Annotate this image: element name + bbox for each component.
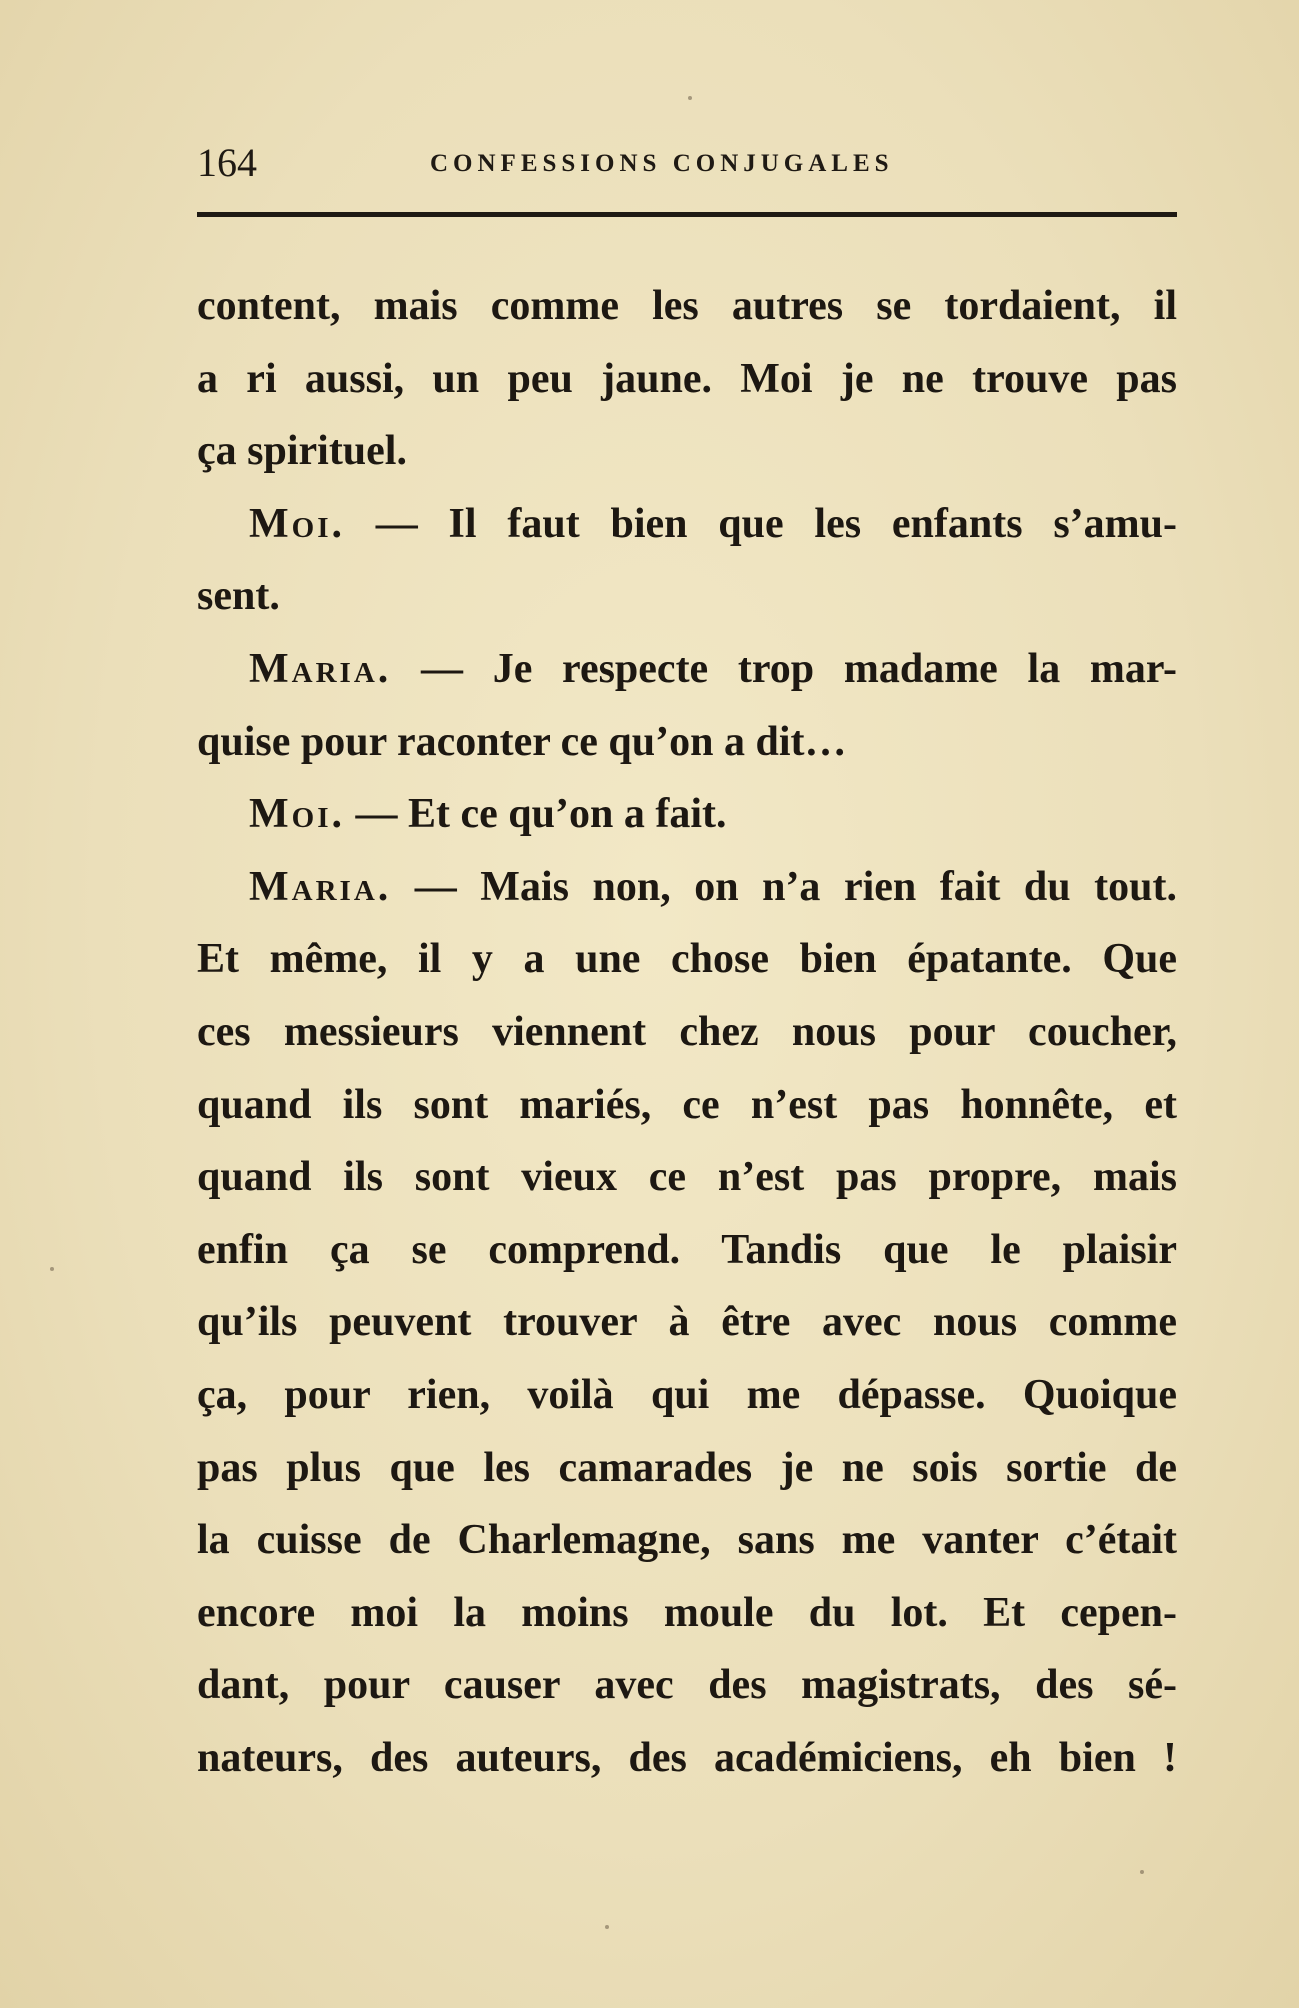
dialogue-line bbox=[197, 778, 1177, 851]
text-line: la cuisse de Charlemagne, sans me vanter c’était bbox=[197, 1517, 1177, 1564]
text-line: sent. bbox=[197, 573, 280, 620]
text-line: content, mais comme les autres se tordaient, il bbox=[197, 283, 1177, 329]
text-line: dant, pour causer avec des magistrats, des sé- bbox=[197, 1662, 1177, 1709]
dialogue-text: — Et ce qu’on a fait. bbox=[344, 791, 727, 838]
text-line: quand ils sont vieux ce n’est pas propre, mais bbox=[197, 1154, 1177, 1201]
text-line: quise pour raconter ce qu’on a dit… bbox=[197, 718, 847, 765]
running-title: CONFESSIONS CONJUGALES bbox=[430, 150, 894, 177]
text-line: ça spirituel. bbox=[197, 428, 407, 475]
text-line: enfin ça se comprend. Tandis que le plaisir bbox=[197, 1226, 1177, 1273]
dialogue-text: — Je respecte trop madame la mar- bbox=[391, 645, 1177, 692]
text-line: pas plus que les camarades je ne sois sortie de bbox=[197, 1444, 1177, 1491]
paper-speck bbox=[688, 96, 692, 100]
body-text bbox=[197, 270, 1177, 1794]
text-line: a ri aussi, un peu jaune. Moi je ne trouve pas bbox=[197, 355, 1177, 402]
paper-speck bbox=[1140, 1870, 1144, 1874]
page-number: 164 bbox=[197, 140, 257, 185]
text-line: qu’ils peuvent trouver à être avec nous comme bbox=[197, 1299, 1177, 1346]
dialogue-text: — Mais non, on n’a rien fait du tout. bbox=[391, 863, 1177, 910]
dialogue-text: — Il faut bien que les enfants s’amu- bbox=[344, 500, 1177, 547]
text-line: ces messieurs viennent chez nous pour coucher, bbox=[197, 1008, 1177, 1055]
text-line: quand ils sont mariés, ce n’est pas honnête, et bbox=[197, 1081, 1177, 1128]
header-rule bbox=[197, 212, 1177, 217]
page-header bbox=[197, 138, 1177, 188]
dialogue-line bbox=[197, 633, 1177, 706]
dialogue-line bbox=[197, 851, 1177, 924]
text-line: nateurs, des auteurs, des académiciens, eh bien ! bbox=[197, 1734, 1177, 1781]
speaker-name: Maria. bbox=[249, 863, 392, 910]
text-line: ça, pour rien, voilà qui me dépasse. Quoique bbox=[197, 1371, 1177, 1418]
speaker-name: Moi. bbox=[249, 791, 345, 838]
text-line: encore moi la moins moule du lot. Et cepen- bbox=[197, 1589, 1177, 1636]
speaker-name: Maria. bbox=[249, 645, 392, 692]
paper-speck bbox=[605, 1925, 609, 1929]
paper-speck bbox=[50, 1267, 54, 1271]
text-line: Et même, il y a une chose bien épatante. Que bbox=[197, 936, 1177, 983]
dialogue-line bbox=[197, 488, 1177, 561]
speaker-name: Moi. bbox=[249, 500, 345, 547]
